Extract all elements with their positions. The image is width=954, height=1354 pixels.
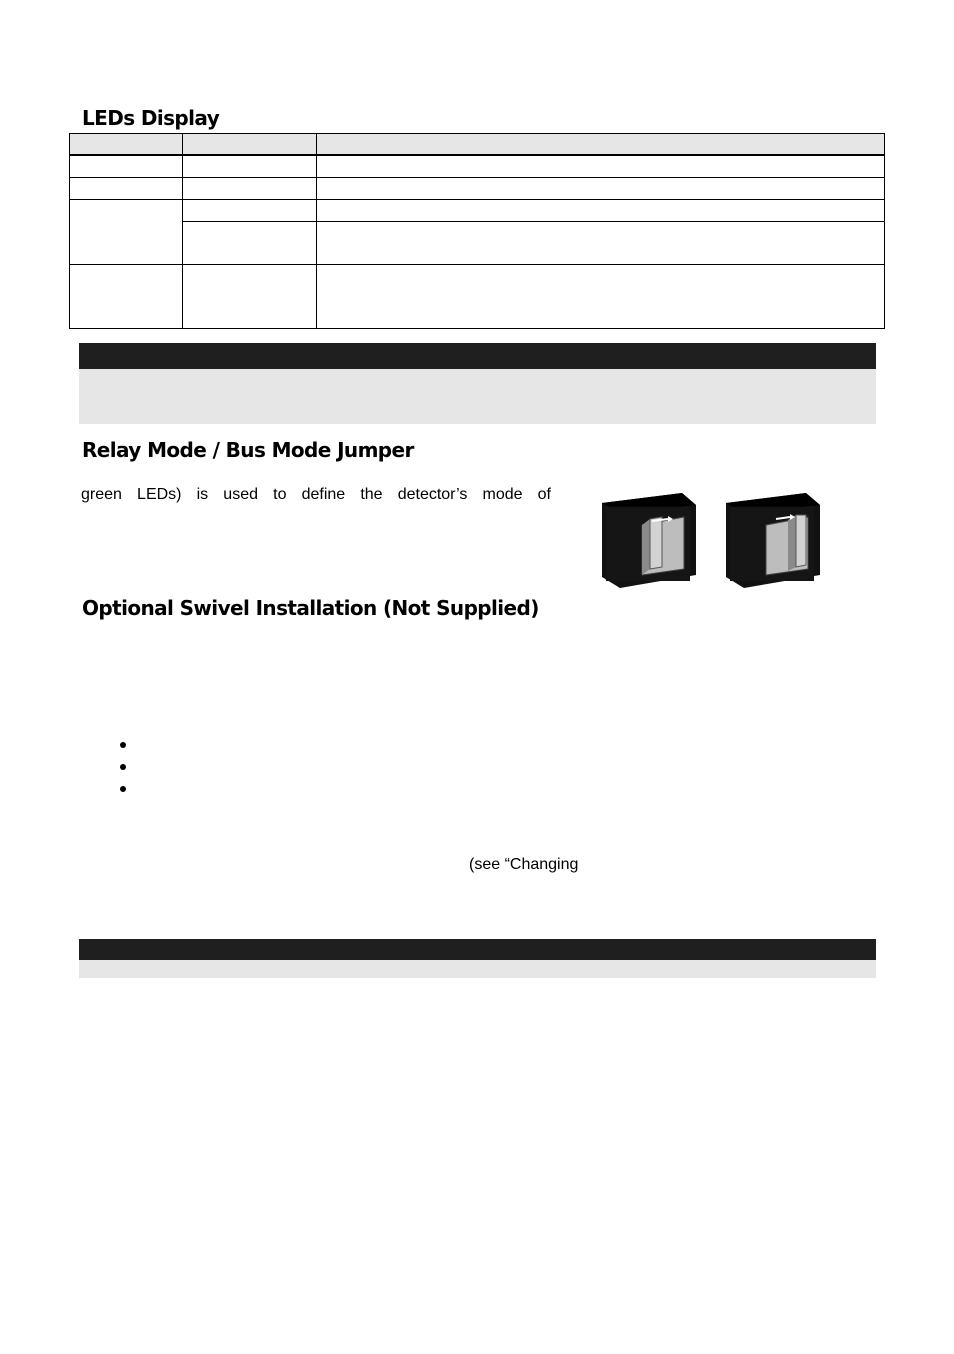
- leds-table: [69, 133, 885, 329]
- table-row: [70, 178, 885, 200]
- table-row: [70, 265, 885, 329]
- table-header-cell: [317, 134, 885, 156]
- see-changing-text: (see “Changing: [469, 856, 579, 873]
- table-cell: [70, 178, 183, 200]
- table-header-cell: [183, 134, 317, 156]
- note-header-bar: [79, 343, 876, 369]
- list-item: [118, 756, 138, 778]
- table-cell: [317, 178, 885, 200]
- jumper-relay-icon: [602, 493, 698, 589]
- table-cell: [183, 222, 317, 265]
- swivel-installation-heading: Optional Swivel Installation (Not Supplied): [82, 596, 539, 620]
- relay-mode-paragraph: green LEDs) is used to define the detector’s mode of: [81, 486, 551, 503]
- table-cell: [70, 200, 183, 265]
- jumper-bus-icon: [726, 493, 822, 589]
- table-row: [70, 200, 885, 222]
- swivel-bullet-list: [118, 734, 138, 800]
- list-item: [118, 734, 138, 756]
- table-row: [70, 155, 885, 178]
- table-cell: [317, 265, 885, 329]
- note-body: [79, 369, 876, 424]
- table-cell: [183, 265, 317, 329]
- note-header-bar: [79, 939, 876, 960]
- relay-mode-heading: Relay Mode / Bus Mode Jumper: [82, 438, 414, 462]
- table-cell: [317, 222, 885, 265]
- note-body: [79, 960, 876, 978]
- table-cell: [183, 155, 317, 178]
- table-cell: [183, 178, 317, 200]
- leds-display-heading: LEDs Display: [82, 106, 220, 130]
- table-cell: [183, 200, 317, 222]
- table-header-row: [70, 134, 885, 156]
- table-cell: [317, 155, 885, 178]
- list-item: [118, 778, 138, 800]
- table-cell: [317, 200, 885, 222]
- table-row: [70, 222, 885, 265]
- table-cell: [70, 265, 183, 329]
- table-cell: [70, 155, 183, 178]
- table-header-cell: [70, 134, 183, 156]
